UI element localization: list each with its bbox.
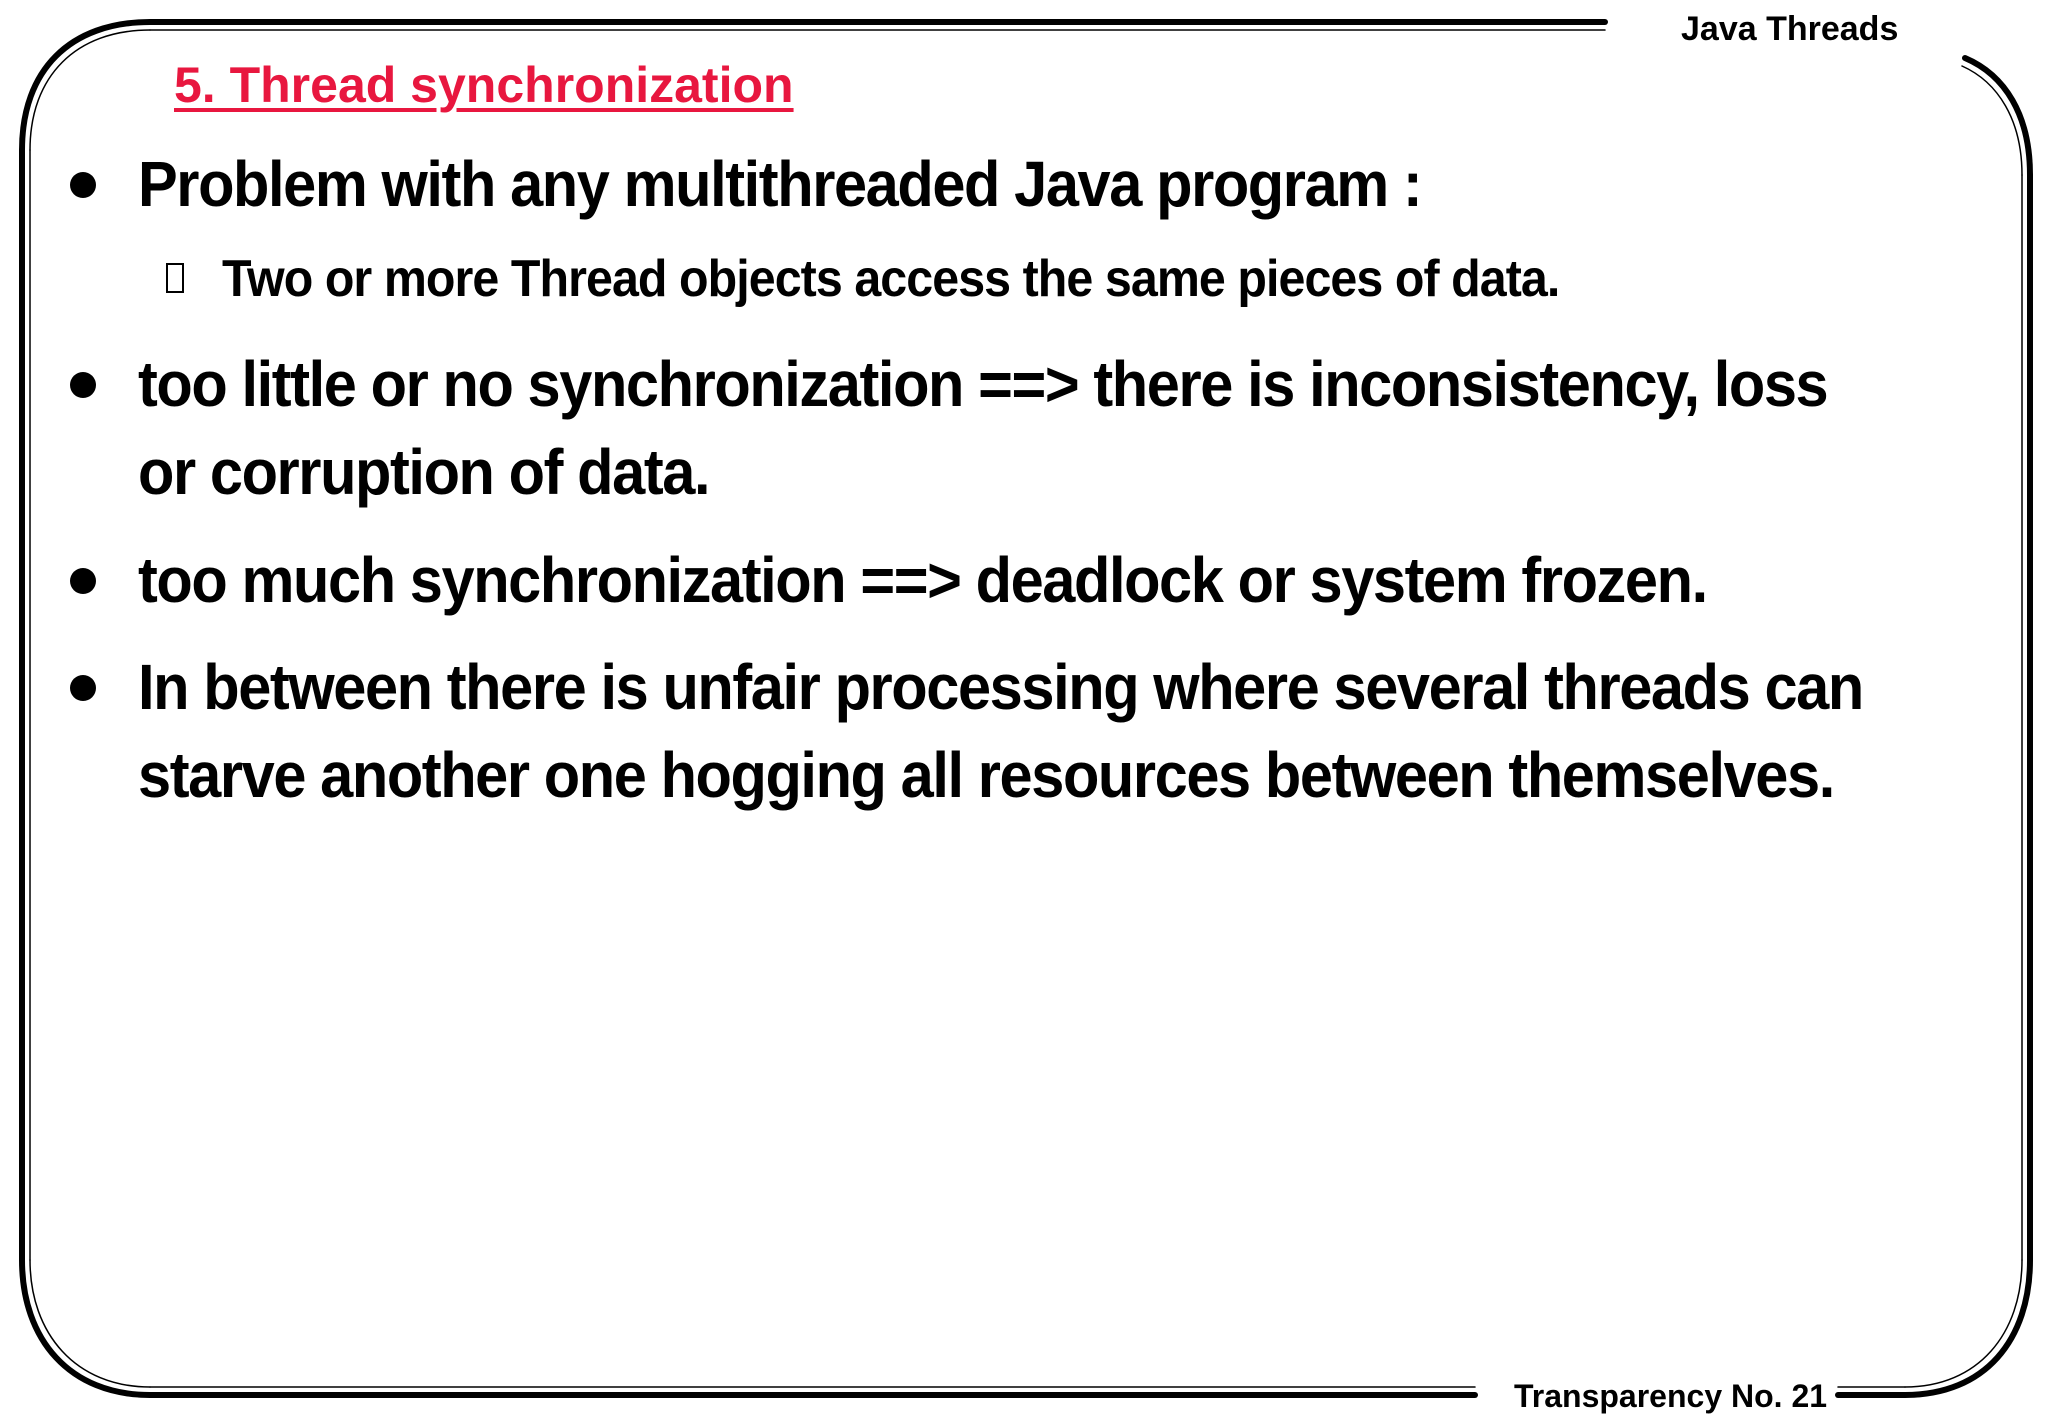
bullet-item: too much synchronization ==> deadlock or system frozen. xyxy=(138,544,1707,616)
sub-bullet-item: Two or more Thread objects access the same pieces of data. xyxy=(222,250,1560,308)
header-label: Java Threads xyxy=(1675,10,1904,49)
bullet-item: Problem with any multithreaded Java program : xyxy=(138,148,1422,220)
slide-title: 5. Thread synchronization xyxy=(174,57,794,113)
bullet-dot-icon xyxy=(70,172,96,198)
bullet-dot-icon xyxy=(70,675,96,701)
bullet-dot-icon xyxy=(70,372,96,398)
square-bullet-icon xyxy=(166,263,184,293)
bullet-item: too little or no synchronization ==> there is inconsistency, loss or corruption of data. xyxy=(138,348,1828,508)
bullet-dot-icon xyxy=(70,568,96,594)
footer-label: Transparency No. 21 xyxy=(1506,1378,1835,1415)
bullet-item: In between there is unfair processing where several threads can starve another one hogging all resources between themselves. xyxy=(138,651,1863,811)
